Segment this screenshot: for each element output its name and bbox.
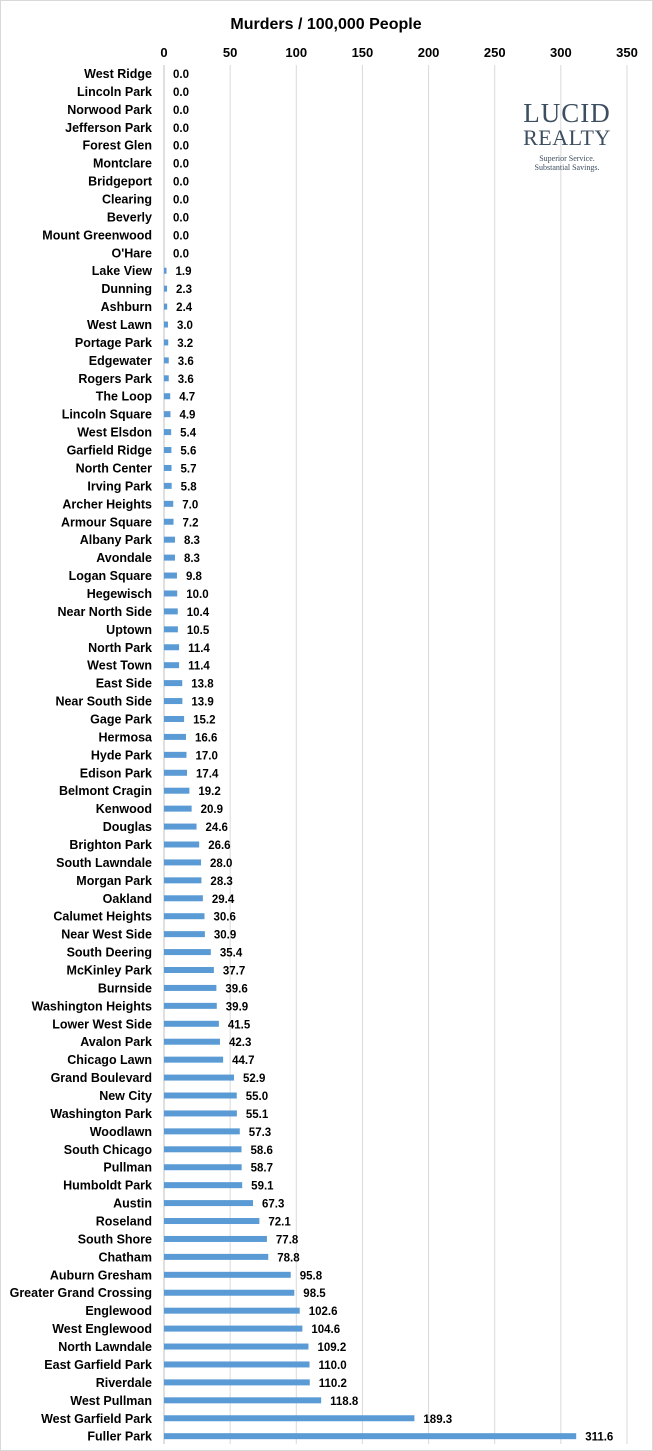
category-label: Fuller Park <box>87 1429 152 1444</box>
data-label: 9.8 <box>185 571 202 584</box>
bar <box>164 268 167 274</box>
x-tick-label: 200 <box>417 45 440 60</box>
category-label: Near West Side <box>61 927 152 942</box>
data-label: 24.6 <box>205 822 228 835</box>
category-label: O'Hare <box>111 246 152 261</box>
x-tick-label: 50 <box>222 45 238 60</box>
bar <box>164 555 175 561</box>
category-label: Chatham <box>98 1250 152 1265</box>
category-label: Calumet Heights <box>53 909 152 924</box>
category-label: Lincoln Square <box>61 407 152 422</box>
bar <box>164 1110 237 1116</box>
category-label: Logan Square <box>68 569 152 584</box>
category-label: McKinley Park <box>66 963 152 978</box>
data-label: 52.9 <box>242 1073 266 1086</box>
category-label: Hegewisch <box>86 586 152 601</box>
data-label: 58.7 <box>250 1162 274 1175</box>
data-label: 4.7 <box>179 391 196 404</box>
category-label: Clearing <box>101 192 152 207</box>
bar <box>164 806 192 812</box>
category-label: Near North Side <box>57 604 152 619</box>
bar <box>164 1308 300 1314</box>
lucid-realty-logo <box>512 100 622 172</box>
data-label: 98.5 <box>303 1288 326 1301</box>
category-label: Garfield Ridge <box>66 443 152 458</box>
category-label: Pullman <box>103 1160 152 1175</box>
data-label: 11.4 <box>188 642 210 655</box>
bar <box>164 859 201 865</box>
bar <box>164 1326 302 1332</box>
bar <box>164 1254 268 1260</box>
category-label: West Elsdon <box>77 425 152 440</box>
category-label: North Center <box>75 461 152 476</box>
data-label: 102.6 <box>308 1306 338 1319</box>
data-label: 7.0 <box>182 499 199 512</box>
bar <box>164 1361 310 1367</box>
category-label: South Deering <box>66 945 152 960</box>
bar <box>164 1164 242 1170</box>
data-label: 39.9 <box>225 1001 249 1014</box>
category-label: Riverdale <box>95 1375 152 1390</box>
bar <box>164 716 184 722</box>
bar <box>164 770 187 776</box>
category-label: Oakland <box>102 891 152 906</box>
data-label: 0.0 <box>173 176 189 189</box>
data-label: 39.6 <box>225 983 248 996</box>
data-label: 72.1 <box>268 1216 291 1229</box>
data-label: 0.0 <box>173 69 189 81</box>
category-label: South Lawndale <box>56 855 152 870</box>
bar <box>164 1146 242 1152</box>
bar <box>164 824 197 830</box>
category-label: East Garfield Park <box>44 1357 152 1372</box>
data-label: 3.0 <box>176 320 193 333</box>
category-label: West Lawn <box>86 318 152 333</box>
x-axis-ticks <box>160 45 637 60</box>
data-label: 5.8 <box>180 481 197 494</box>
category-label: Hermosa <box>98 730 152 745</box>
data-label: 2.3 <box>176 284 193 297</box>
category-label: Brighton Park <box>69 837 152 852</box>
data-label: 10.4 <box>186 606 210 619</box>
category-label: Edgewater <box>88 353 152 368</box>
bar <box>164 537 175 543</box>
data-label: 104.6 <box>311 1324 341 1337</box>
data-label: 13.9 <box>191 696 214 709</box>
category-label: Near South Side <box>55 694 152 709</box>
category-label: Lake View <box>91 264 152 279</box>
bar <box>164 1021 219 1027</box>
data-label: 15.2 <box>193 714 216 727</box>
data-label: 0.0 <box>173 230 189 243</box>
data-label: 118.8 <box>330 1395 359 1408</box>
data-label: 26.6 <box>208 839 231 852</box>
data-label: 58.6 <box>250 1144 273 1157</box>
bar <box>164 1272 291 1278</box>
category-label: Greater Grand Crossing <box>9 1286 152 1301</box>
category-label: West Garfield Park <box>41 1411 152 1426</box>
bar <box>164 1182 242 1188</box>
data-label: 78.8 <box>277 1252 300 1265</box>
data-label: 10.0 <box>186 588 209 601</box>
category-label: Avalon Park <box>80 1035 152 1050</box>
data-label: 41.5 <box>227 1019 251 1032</box>
bar <box>164 519 174 525</box>
logo-tagline-2: Substantial Savings. <box>534 163 600 172</box>
category-label: Edison Park <box>79 766 152 781</box>
logo-line-1: LUCID <box>523 98 611 128</box>
data-label: 95.8 <box>299 1270 323 1283</box>
bar <box>164 375 169 381</box>
bar <box>164 734 186 740</box>
x-tick-label: 100 <box>285 45 308 60</box>
data-label: 35.4 <box>219 947 243 960</box>
data-label: 3.6 <box>177 373 194 386</box>
bar <box>164 1397 321 1403</box>
category-label: Forest Glen <box>82 138 152 153</box>
data-label: 13.8 <box>191 678 214 691</box>
data-label: 0.0 <box>173 248 189 261</box>
data-label: 2.4 <box>176 302 193 315</box>
category-label: Bridgeport <box>88 174 152 189</box>
data-label: 42.3 <box>228 1037 252 1050</box>
chart-title: Murders / 100,000 People <box>230 16 422 33</box>
bar <box>164 322 168 328</box>
bar <box>164 788 189 794</box>
data-label: 0.0 <box>173 86 189 99</box>
x-tick-label: 350 <box>616 45 638 60</box>
x-tick-label: 150 <box>351 45 374 60</box>
category-label: Morgan Park <box>76 873 152 888</box>
category-label: Burnside <box>97 981 152 996</box>
bar <box>164 1075 234 1081</box>
category-label: Auburn Gresham <box>49 1268 152 1283</box>
data-label: 28.3 <box>210 875 233 888</box>
data-label: 17.0 <box>195 750 218 763</box>
data-label: 11.4 <box>188 660 210 673</box>
bars <box>164 268 576 1439</box>
bar <box>164 1415 414 1421</box>
bar <box>164 608 178 614</box>
bar <box>164 913 204 919</box>
category-label: South Chicago <box>63 1142 152 1157</box>
bar <box>164 1039 220 1045</box>
bar <box>164 1057 223 1063</box>
category-label: Englewood <box>85 1304 152 1319</box>
bar <box>164 895 203 901</box>
data-label: 5.6 <box>180 445 197 458</box>
data-label: 7.2 <box>182 517 199 530</box>
bar <box>164 877 201 883</box>
logo-line-2: REALTY <box>523 125 611 150</box>
category-label: The Loop <box>95 389 152 404</box>
data-label: 4.9 <box>179 409 196 422</box>
category-label: Kenwood <box>95 802 152 817</box>
data-label: 44.7 <box>232 1055 255 1068</box>
category-label: South Shore <box>77 1232 152 1247</box>
category-label: Washington Park <box>50 1106 152 1121</box>
data-label: 17.4 <box>196 768 219 781</box>
data-label: 311.6 <box>585 1431 614 1444</box>
data-label: 0.0 <box>173 122 189 135</box>
category-label: Montclare <box>92 156 152 171</box>
category-label: Jefferson Park <box>65 120 152 135</box>
bar <box>164 1290 294 1296</box>
bar <box>164 286 167 292</box>
bar <box>164 393 170 399</box>
category-label: Lower West Side <box>52 1017 152 1032</box>
data-label: 77.8 <box>275 1234 299 1247</box>
bar <box>164 1236 267 1242</box>
data-label: 1.9 <box>175 266 192 279</box>
bar <box>164 680 182 686</box>
data-label: 189.3 <box>423 1413 453 1426</box>
x-tick-label: 250 <box>483 45 506 60</box>
data-label: 0.0 <box>173 104 189 117</box>
category-label: East Side <box>95 676 152 691</box>
x-tick-label: 300 <box>550 45 572 60</box>
category-label: Beverly <box>106 210 152 225</box>
category-label: Douglas <box>102 820 152 835</box>
category-label: Lincoln Park <box>76 84 152 99</box>
data-label: 19.2 <box>198 786 221 799</box>
data-label: 16.6 <box>194 732 218 745</box>
bar <box>164 304 167 310</box>
data-label: 5.7 <box>180 463 197 476</box>
category-label: Irving Park <box>87 479 152 494</box>
bar <box>164 644 179 650</box>
category-label: New City <box>99 1089 152 1104</box>
data-label: 67.3 <box>262 1198 285 1211</box>
data-label: 110.0 <box>318 1359 347 1372</box>
data-label: 37.7 <box>222 965 246 978</box>
bar <box>164 1218 259 1224</box>
category-labels <box>10 67 153 1444</box>
category-label: Mount Greenwood <box>42 228 152 243</box>
data-label: 20.9 <box>200 804 224 817</box>
data-label: 109.2 <box>317 1342 347 1355</box>
bar <box>164 1379 310 1385</box>
bar <box>164 447 171 453</box>
bar <box>164 698 182 704</box>
data-label: 10.5 <box>186 624 210 637</box>
category-label: Hyde Park <box>90 748 152 763</box>
category-label: Grand Boulevard <box>50 1071 152 1086</box>
data-label: 28.0 <box>210 857 233 870</box>
x-tick-label: 0 <box>160 45 168 60</box>
data-label: 3.6 <box>177 355 194 368</box>
bar <box>164 573 177 579</box>
bar <box>164 483 172 489</box>
bar <box>164 339 168 345</box>
bar <box>164 949 211 955</box>
data-label: 0.0 <box>173 212 189 225</box>
category-label: Portage Park <box>74 335 152 350</box>
category-label: North Park <box>88 640 152 655</box>
data-label: 29.4 <box>211 893 235 906</box>
category-label: Gage Park <box>90 712 152 727</box>
category-label: West Ridge <box>84 67 152 81</box>
category-label: Albany Park <box>79 533 152 548</box>
category-label: Austin <box>113 1196 152 1211</box>
data-label: 57.3 <box>248 1126 272 1139</box>
data-label: 0.0 <box>173 158 189 171</box>
bar <box>164 662 179 668</box>
bar <box>164 967 214 973</box>
bar <box>164 1200 253 1206</box>
bar <box>164 931 205 937</box>
data-label: 30.6 <box>213 911 236 924</box>
bar <box>164 1003 217 1009</box>
category-label: West Pullman <box>70 1393 152 1408</box>
bar <box>164 590 177 596</box>
bar <box>164 752 186 758</box>
category-label: Avondale <box>96 551 152 566</box>
data-label: 3.2 <box>177 337 194 350</box>
category-label: Chicago Lawn <box>67 1053 152 1068</box>
category-label: Rogers Park <box>78 371 152 386</box>
category-label: Woodlawn <box>89 1124 152 1139</box>
category-label: Belmont Cragin <box>58 784 152 799</box>
category-label: Armour Square <box>61 515 152 530</box>
bar <box>164 1344 308 1350</box>
data-label: 8.3 <box>183 553 200 566</box>
data-label: 8.3 <box>183 535 200 548</box>
category-label: Norwood Park <box>67 102 152 117</box>
data-label: 5.4 <box>180 427 197 440</box>
bar <box>164 1093 237 1099</box>
category-label: Washington Heights <box>31 999 152 1014</box>
category-label: West Town <box>87 658 152 673</box>
bar <box>164 429 171 435</box>
category-label: Dunning <box>101 282 152 297</box>
category-label: North Lawndale <box>58 1340 152 1355</box>
data-label: 0.0 <box>173 194 189 207</box>
bar <box>164 1433 576 1439</box>
category-label: Uptown <box>106 622 152 637</box>
category-label: Roseland <box>95 1214 152 1229</box>
bar <box>164 1128 240 1134</box>
bar <box>164 841 199 847</box>
bar <box>164 501 173 507</box>
data-label: 30.9 <box>213 929 237 942</box>
bar <box>164 465 172 471</box>
data-label: 55.0 <box>245 1091 269 1104</box>
bar <box>164 411 170 417</box>
data-label: 55.1 <box>245 1108 269 1121</box>
category-label: West Englewood <box>52 1322 152 1337</box>
data-label: 0.0 <box>173 140 189 153</box>
bar <box>164 985 216 991</box>
data-label: 59.1 <box>251 1180 274 1193</box>
data-label: 110.2 <box>318 1377 347 1390</box>
logo-tagline-1: Superior Service. <box>539 154 595 163</box>
category-label: Archer Heights <box>62 497 152 512</box>
category-label: Ashburn <box>100 300 152 315</box>
category-label: Humboldt Park <box>63 1178 152 1193</box>
bar <box>164 626 178 632</box>
bar <box>164 357 169 363</box>
